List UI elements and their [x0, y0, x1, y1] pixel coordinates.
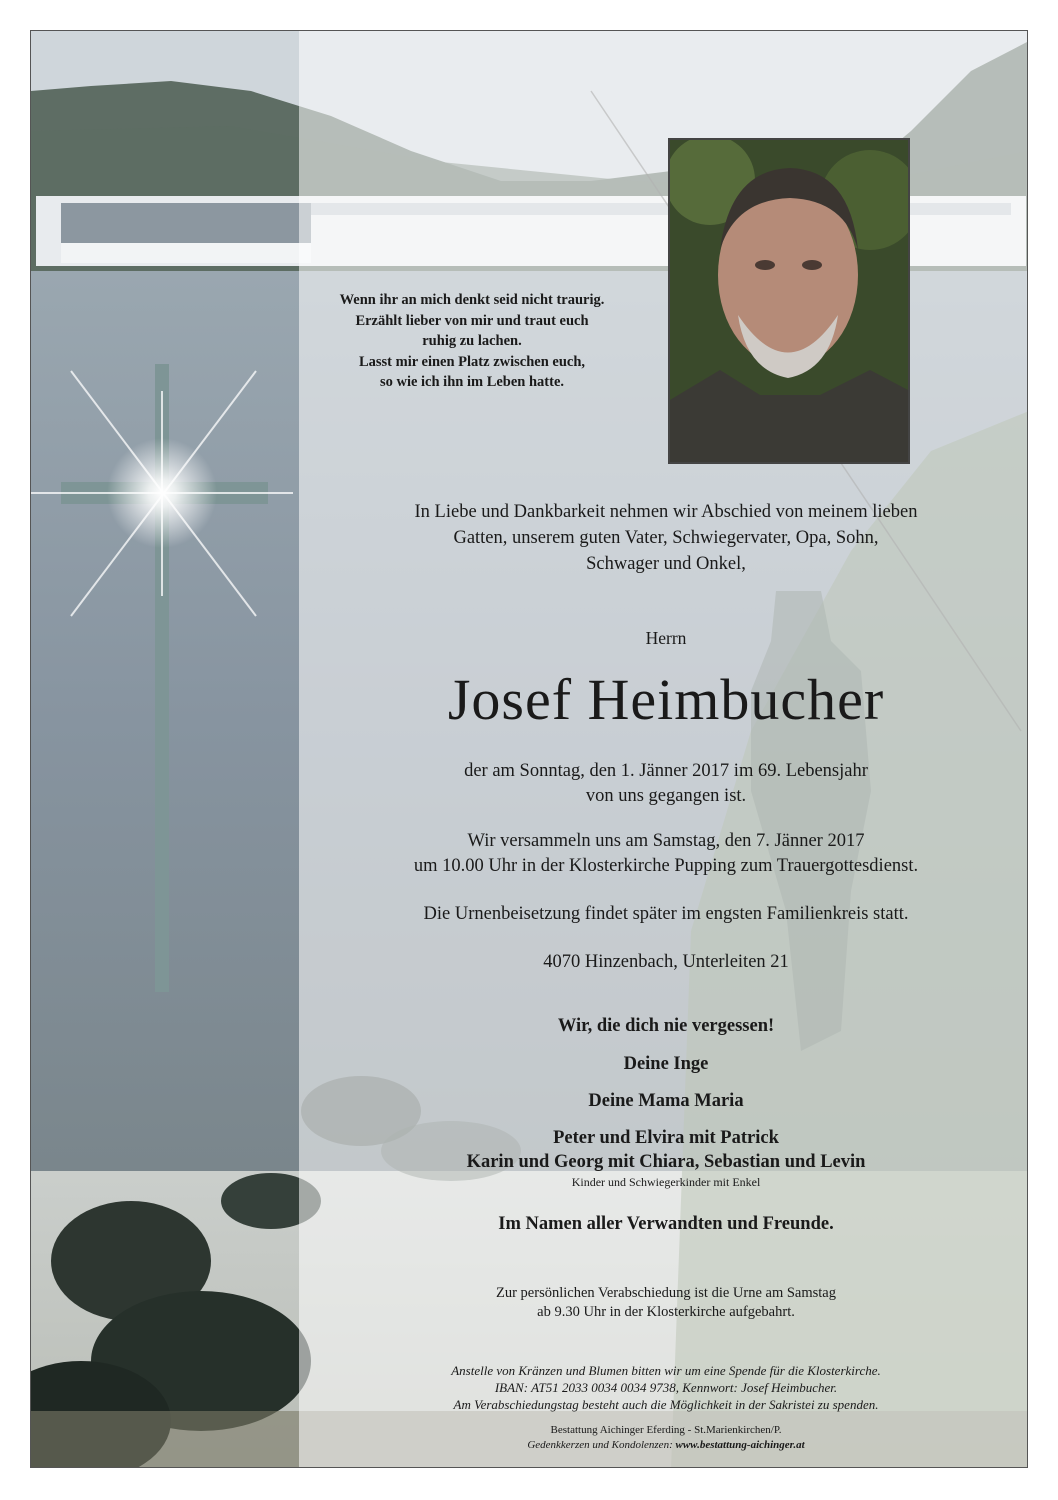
service-line: Wir versammeln uns am Samstag, den 7. Jänner 2017	[467, 831, 865, 851]
donation-notice	[331, 1362, 1001, 1413]
quote-line: Wenn ihr an mich denkt seid nicht traurig.	[339, 292, 605, 308]
burial-notice: Die Urnenbeisetzung findet später im engsten Familienkreis statt.	[423, 904, 909, 924]
service-notice	[331, 829, 1001, 879]
death-notice	[331, 759, 1001, 809]
family-others: Im Namen aller Verwandten und Freunde.	[498, 1214, 834, 1234]
salutation: Herrn	[645, 628, 687, 648]
farewell-intro	[331, 499, 1001, 577]
condolence-line	[331, 1439, 1001, 1451]
donation-line: Am Verabschiedungstag besteht auch die Möglichkeit in der Sakristei zu spenden.	[453, 1397, 879, 1412]
death-line: der am Sonntag, den 1. Jänner 2017 im 69. Lebensjahr	[464, 761, 868, 781]
funeral-home: Bestattung Aichinger Eferding - St.Marienkirchen/P.	[550, 1424, 782, 1436]
text-panel-overlay	[299, 31, 1028, 1468]
deceased-name: Josef Heimbucher	[447, 667, 885, 732]
donation-line: Anstelle von Kränzen und Blumen bitten wir um eine Spende für die Klosterkirche.	[451, 1363, 881, 1378]
condolence-label: Gedenkkerzen und Kondolenzen:	[527, 1439, 676, 1451]
children-note: Kinder und Schwiegerkinder mit Enkel	[571, 1175, 761, 1189]
family-wife: Deine Inge	[623, 1054, 709, 1074]
family-children-2: Karin und Georg mit Chiara, Sebastian und Levin	[466, 1152, 866, 1172]
viewing-line: Zur persönlichen Verabschiedung ist die Urne am Samstag	[496, 1285, 836, 1301]
viewing-notice	[331, 1284, 1001, 1322]
quote-line: Lasst mir einen Platz zwischen euch,	[358, 353, 586, 370]
quote-line: so wie ich ihn im Leben hatte.	[379, 374, 565, 390]
memorial-quote	[299, 290, 645, 393]
quote-line: ruhig zu lachen.	[422, 333, 522, 349]
family-mother: Deine Mama Maria	[588, 1091, 744, 1111]
obituary-card	[30, 30, 1028, 1468]
family-children-1: Peter und Elvira mit Patrick	[553, 1128, 779, 1148]
website-link[interactable]: www.bestattung-aichinger.at	[675, 1439, 805, 1451]
intro-line: In Liebe und Dankbarkeit nehmen wir Abschied von meinem lieben	[414, 502, 918, 522]
donation-line: IBAN: AT51 2033 0034 0034 9738, Kennwort: Josef Heimbucher.	[494, 1380, 838, 1395]
portrait-photo	[668, 138, 910, 464]
service-line: um 10.00 Uhr in der Klosterkirche Pupping zum Trauergottesdienst.	[413, 856, 919, 876]
quote-line: Erzählt lieber von mir und traut euch	[355, 312, 589, 329]
intro-line: Schwager und Onkel,	[586, 554, 746, 574]
family-address: 4070 Hinzenbach, Unterleiten 21	[543, 952, 789, 972]
viewing-line: ab 9.30 Uhr in der Klosterkirche aufgebahrt.	[537, 1304, 795, 1320]
death-line: von uns gegangen ist.	[585, 786, 747, 806]
family-motto: Wir, die dich nie vergessen!	[557, 1016, 775, 1036]
intro-line: Gatten, unserem guten Vater, Schwiegervater, Opa, Sohn,	[453, 528, 879, 548]
